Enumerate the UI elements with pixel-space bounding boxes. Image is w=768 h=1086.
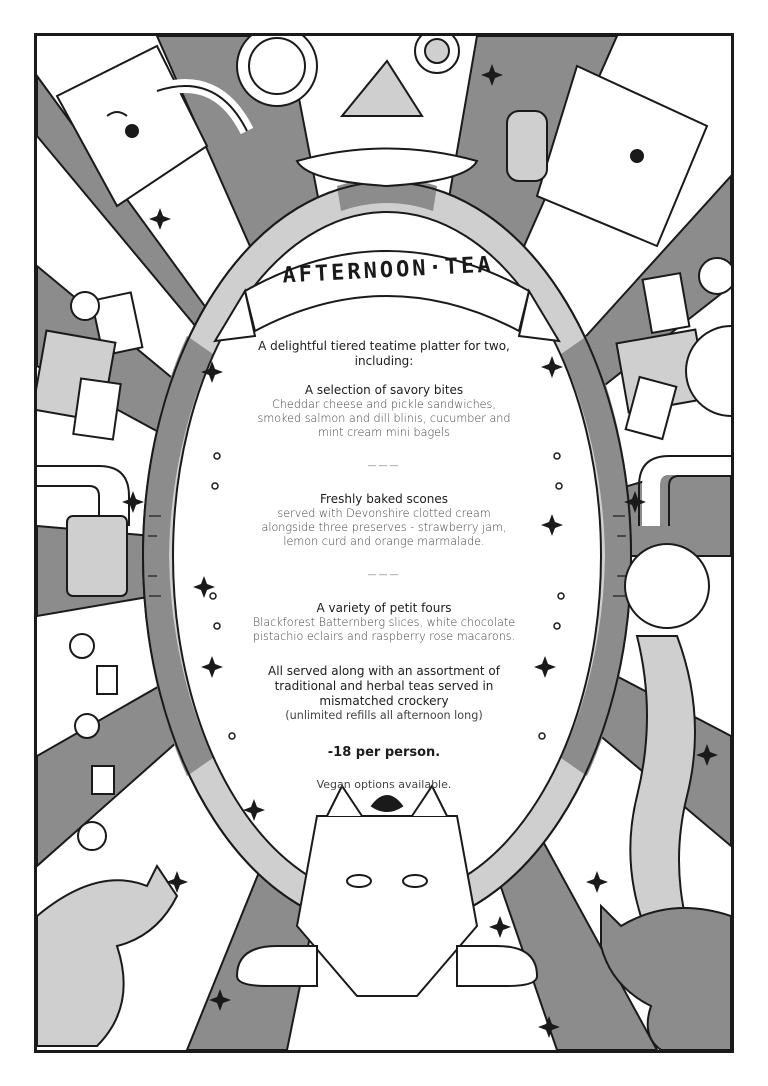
bottom-left-cat <box>37 866 177 1046</box>
refills-note: (unlimited refills all afternoon long) <box>285 709 483 722</box>
price: -18 per person. <box>327 745 441 760</box>
banner-title: AFTERNOON·TEA <box>281 252 495 289</box>
vegan-note: Vegan options available. <box>316 778 452 791</box>
section-title-savory: A selection of savory bites <box>304 383 464 397</box>
divider: ——— <box>367 461 401 471</box>
section-body-scones: served with Devonshire clotted cream alongside three preserves - strawberry jam, lemon curd and orange marmalade. <box>261 507 507 548</box>
menu-content <box>250 339 518 791</box>
section-body-savory: Cheddar cheese and pickle sandwiches, smoked salmon and dill blinis, cucumber and mint cream mini bagels <box>257 398 511 439</box>
section-title-scones: Freshly baked scones <box>320 492 448 506</box>
poster-frame <box>34 33 734 1053</box>
section-body-petit-fours: Blackforest Batternberg slices, white chocolate pistachio eclairs and raspberry rose macarons. <box>252 616 516 643</box>
divider: ——— <box>367 570 401 580</box>
closing-text: All served along with an assortment of traditional and herbal teas served in mismatched crockery <box>268 664 500 708</box>
section-title-petit-fours: A variety of petit fours <box>316 601 452 615</box>
menu-intro: A delightful tiered teatime platter for two, including: <box>258 339 510 368</box>
